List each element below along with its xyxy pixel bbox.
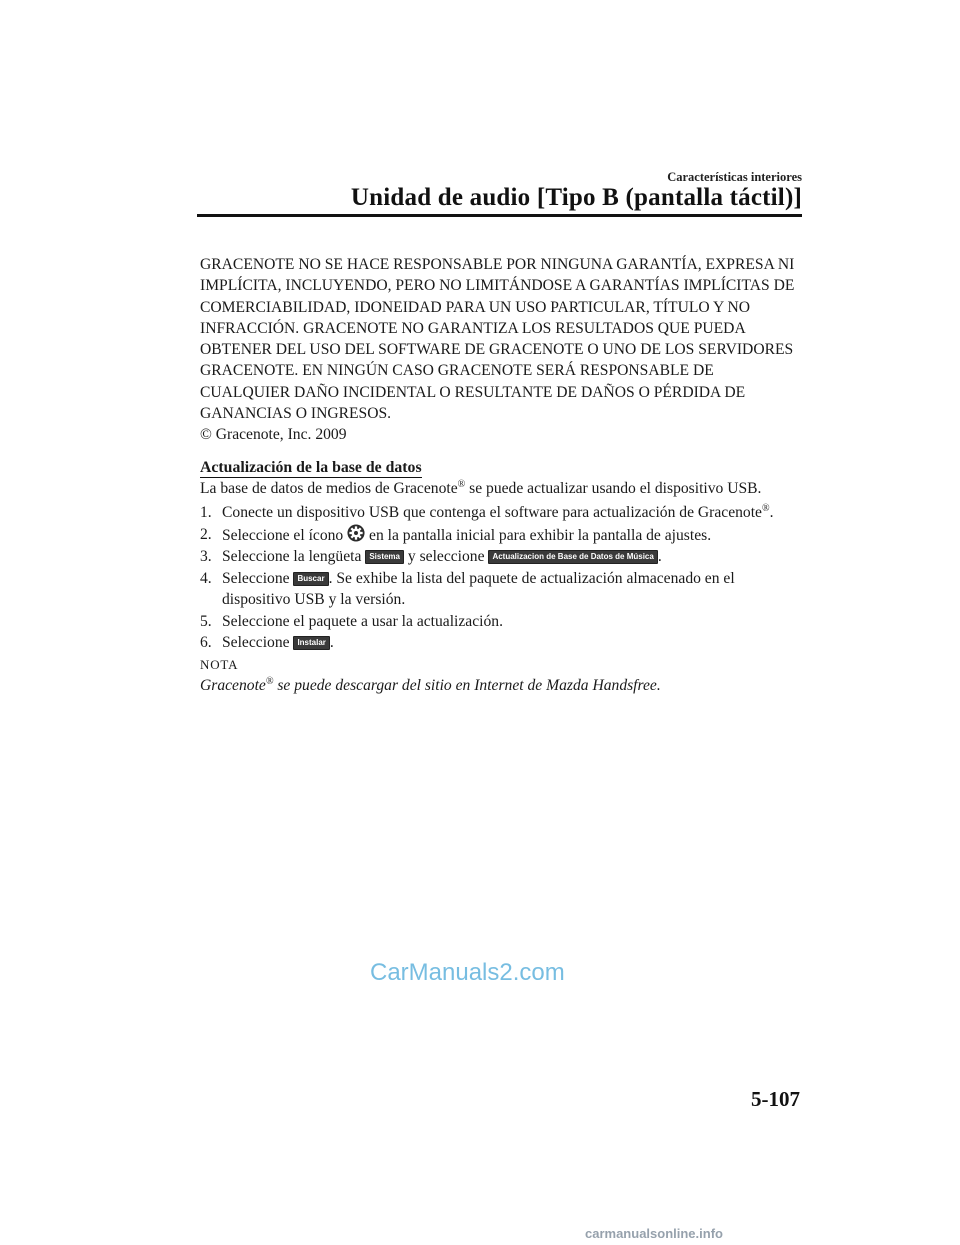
page-title: Unidad de audio [Tipo B (pantalla táctil)] — [350, 184, 802, 211]
step-text-after: . Se exhibe la lista del paquete de actualización almacenado en el dispositivo USB y la versión. — [222, 569, 735, 609]
content-body — [200, 254, 800, 696]
step-text — [222, 568, 800, 611]
step-number: 1. — [200, 504, 212, 522]
sistema-tab-chip: Sistema — [365, 550, 404, 564]
footer-watermark: carmanualsonline.info — [585, 1226, 723, 1241]
note-text-before: Gracenote — [200, 677, 266, 695]
note-label: NOTA — [200, 656, 239, 672]
copyright-text: © Gracenote, Inc. 2009 — [200, 426, 347, 444]
step-text — [222, 632, 800, 654]
step-text — [222, 546, 800, 568]
step-number: 3. — [200, 548, 212, 566]
section-heading: Actualización de la base de datos — [200, 458, 422, 476]
step-text-after: . — [329, 634, 334, 652]
step-text-before: Seleccione — [222, 634, 294, 652]
step-number: 2. — [200, 525, 212, 543]
note-text-after: se puede descargar del sitio en Internet de Mazda Handsfree. — [273, 677, 661, 695]
step-item — [200, 632, 800, 654]
watermark-carmanuals2: CarManuals2.com — [370, 959, 565, 986]
update-database-chip: Actualizacion de Base de Datos de Música — [488, 550, 657, 564]
page-number: 5-107 — [751, 1087, 800, 1111]
intro-text-after: se puede actualizar usando el dispositivo USB. — [465, 479, 762, 497]
header-section-label: Características interiores — [667, 170, 802, 184]
instalar-chip: Instalar — [293, 636, 329, 650]
step-text-after: . — [657, 548, 662, 566]
header-divider — [197, 214, 802, 217]
step-item — [200, 568, 800, 611]
steps-list — [200, 502, 800, 654]
step-text-before: Seleccione el ícono — [222, 526, 348, 544]
step-text-before: Conecte un dispositivo USB que contenga el software para actualización de Gracenote — [222, 504, 762, 522]
step-item — [200, 546, 800, 568]
step-text-after: en la pantalla inicial para exhibir la pantalla de ajustes. — [365, 526, 712, 544]
registered-mark: ® — [761, 503, 770, 515]
gear-icon — [347, 524, 365, 542]
step-item — [200, 611, 800, 633]
note-text — [200, 675, 800, 696]
step-text-before: Seleccione — [222, 569, 294, 587]
step-number: 4. — [200, 569, 212, 587]
intro-text-before: La base de datos de medios de Gracenote — [200, 479, 458, 497]
step-text — [222, 502, 800, 524]
step-item — [200, 502, 800, 524]
buscar-chip: Buscar — [293, 572, 328, 586]
step-text-before: Seleccione la lengüeta — [222, 548, 366, 566]
step-number: 6. — [200, 634, 212, 652]
registered-mark: ® — [457, 478, 466, 490]
disclaimer-text: GRACENOTE NO SE HACE RESPONSABLE POR NINGUNA GARANTÍA, EXPRESA NI IMPLÍCITA, INCLUYENDO, PERO NO LIMITÁNDOSE A GARANTÍAS IMPLÍCITAS DE COMERCIABILIDAD, IDONEIDAD PARA UN USO PARTICULAR, TÍTULO Y NO INFRACCIÓN. GRACENOTE NO GARANTIZA LOS RESULTADOS QUE PUEDA OBTENER DEL USO DEL SOFTWARE DE GRACENOTE O UNO DE LOS SERVIDORES GRACENOTE. EN NINGÚN CASO GRACENOTE SERÁ RESPONSABLE DE CUALQUIER DAÑO INCIDENTAL O RESULTANTE DE DAÑOS O PÉRDIDA DE GANANCIAS O INGRESOS. — [200, 256, 795, 423]
step-text-after: . — [769, 504, 774, 522]
step-number: 5. — [200, 612, 212, 630]
step-item — [200, 524, 800, 547]
step-text — [222, 524, 800, 547]
registered-mark: ® — [265, 675, 274, 687]
step-text: Seleccione el paquete a usar la actualización. — [222, 612, 503, 630]
step-text-middle: y seleccione — [404, 548, 489, 566]
intro-paragraph — [200, 478, 800, 499]
